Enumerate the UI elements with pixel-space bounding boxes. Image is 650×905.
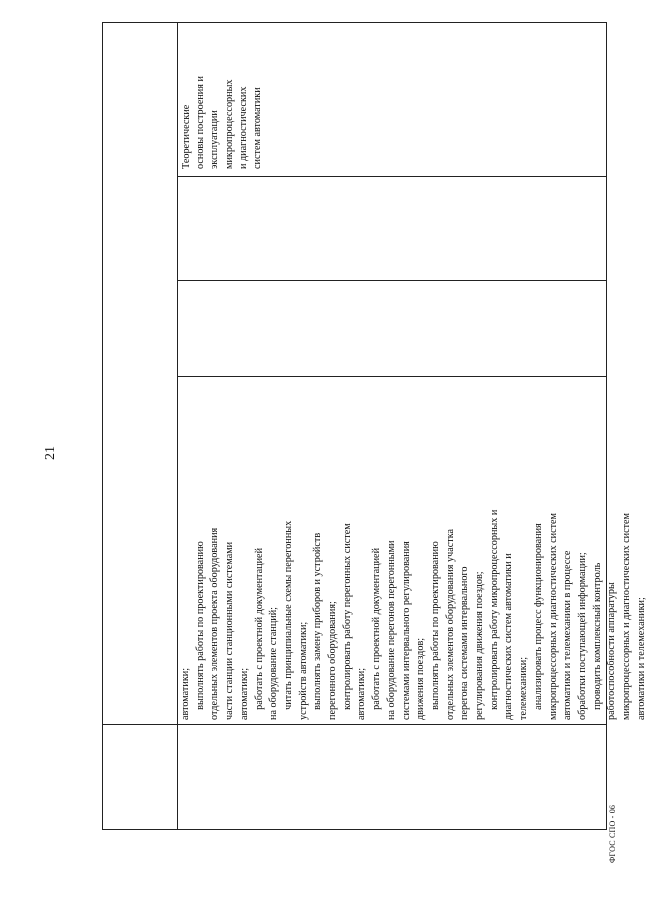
discipline-line: Теоретические — [181, 104, 192, 169]
discipline-line: систем автоматики — [252, 87, 264, 169]
discipline-text — [180, 76, 265, 169]
skills-cell — [178, 378, 647, 723]
discipline-line: и диагностических — [237, 86, 249, 169]
skills-line: автоматики и телемеханики; — [635, 597, 647, 720]
skills-line: обработки поступающей информации; — [576, 552, 588, 720]
competency-table — [102, 22, 647, 830]
skills-line: движения поездов; — [415, 637, 427, 720]
discipline-line: микропроцессорных — [223, 79, 235, 169]
skills-line: автоматики; — [180, 667, 191, 720]
discipline-line: эксплуатации — [209, 110, 221, 169]
column-divider — [103, 724, 177, 725]
skills-line: автоматики; — [356, 667, 368, 720]
discipline-line: основы построения и — [195, 76, 207, 169]
skills-line: контролировать работу микропроцессорных и — [488, 509, 500, 720]
skills-line: автоматики и телемеханики в процессе — [562, 550, 574, 720]
skills-line: работоспособности аппаратуры — [606, 582, 618, 720]
skills-line: работать с проектной документацией — [253, 547, 265, 720]
skills-line: анализировать процесс функционирования — [532, 523, 544, 720]
skills-line: отдельных элементов оборудования участка — [444, 528, 456, 720]
skills-line: части станции станционными системами — [224, 541, 236, 720]
skills-line: отдельных элементов проекта оборудования — [209, 527, 221, 720]
skills-line: проводить комплексный контроль — [591, 562, 603, 720]
table-row — [177, 23, 647, 829]
skills-line: выполнять работы по проектированию — [429, 541, 441, 720]
skills-line: телемеханики; — [518, 656, 530, 720]
skills-line: выполнять замену приборов и устройств — [312, 532, 324, 720]
skills-line: выполнять работы по проектированию — [194, 541, 206, 720]
skills-line: регулирования движения поездов; — [474, 571, 486, 720]
page-number: 21 — [43, 446, 58, 460]
skills-line: перегона системами интервального — [459, 566, 471, 720]
discipline-cell — [178, 23, 606, 175]
skills-line: контролировать работу перегонных систем — [341, 523, 353, 720]
column-divider — [178, 176, 606, 177]
skills-line: перегонного оборудования; — [327, 601, 339, 720]
column-divider — [178, 376, 606, 377]
skills-text — [179, 510, 650, 720]
skills-line: микропроцессорных и диагностических систем — [621, 512, 633, 720]
skills-line: читать принципиальные схемы перегонных — [282, 520, 294, 720]
skills-line: работать с проектной документацией — [371, 547, 383, 720]
skills-line: устройств автоматики; — [297, 621, 309, 720]
table-row-top — [103, 23, 177, 829]
skills-line: диагностических систем автоматики и — [503, 553, 515, 720]
skills-line: микропроцессорных и диагностических систем — [547, 512, 559, 720]
column-divider — [178, 280, 606, 281]
column-divider — [178, 724, 606, 725]
skills-line: на оборудование станций; — [268, 606, 280, 720]
skills-line: автоматики; — [238, 667, 250, 720]
skills-line: на оборудование перегонов перегонными — [385, 540, 397, 720]
document-footer: ФГОС СПО - 06 — [608, 804, 617, 863]
skills-line: системами интервального регулирования — [400, 541, 412, 720]
